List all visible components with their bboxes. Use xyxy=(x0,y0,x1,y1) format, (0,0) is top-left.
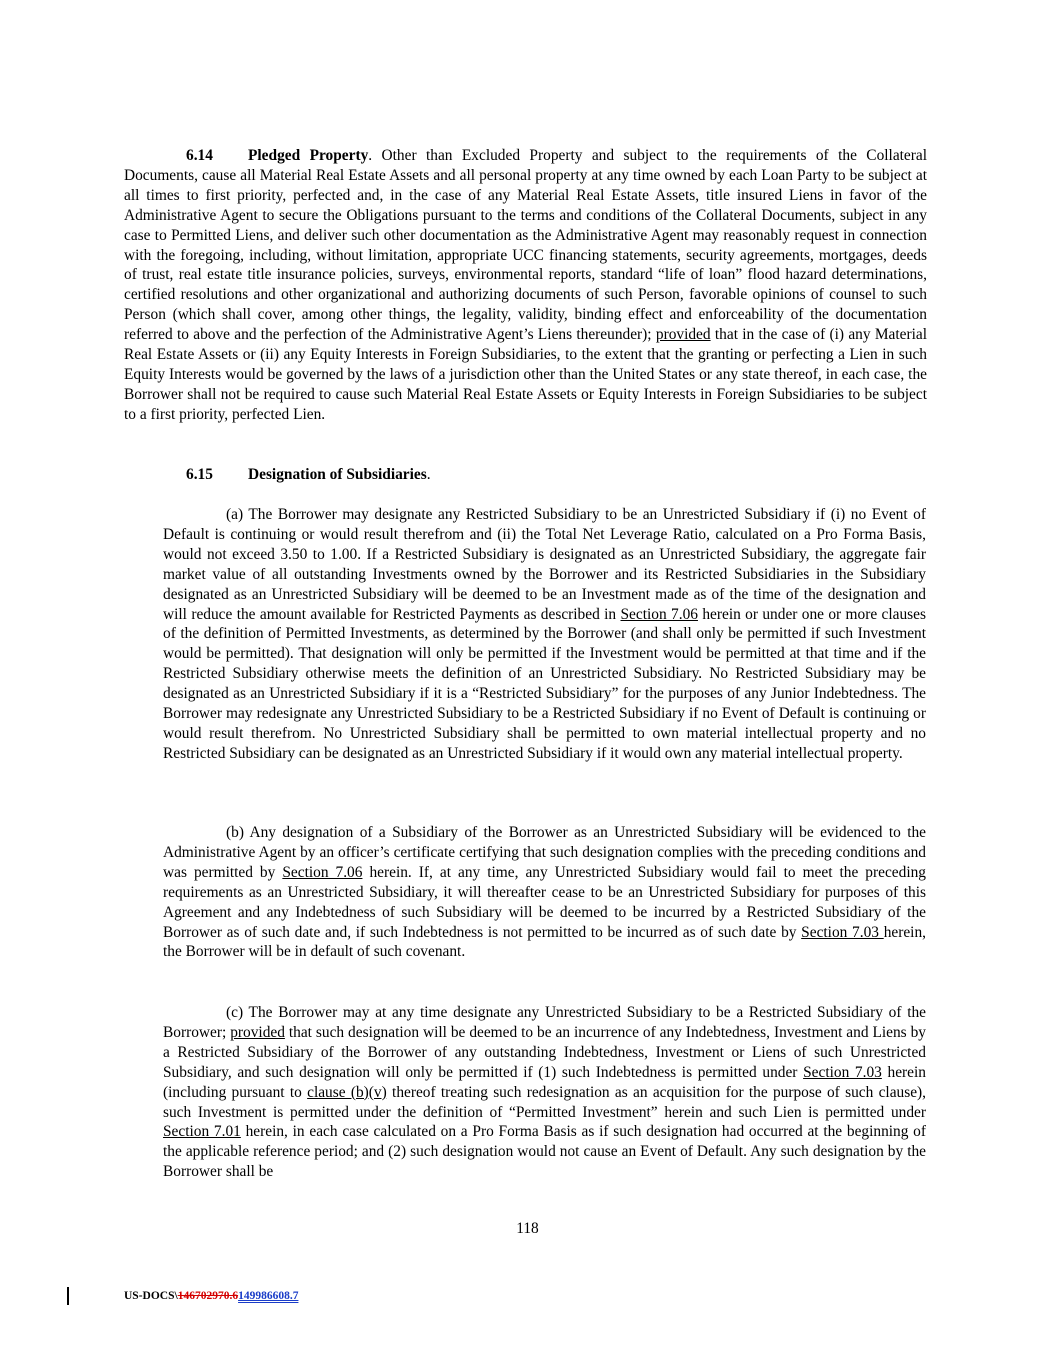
document-id-footer xyxy=(124,1289,298,1303)
body-text: (a) The Borrower may designate any Restricted Subsidiary to be an Unrestricted Subsidiary if (i) no Event of Default is continuing or would result therefrom and (ii) the Total Net Leverage Ratio, calculated on a Pro Forma Basis, would not exceed 3.50 to 1.00. If a Restricted Subsidiary is designated as an Unrestricted Subsidiary, the aggregate fair market value of all outstanding Investments owned by the Borrower and its Restricted Subsidiaries in the Subsidiary designated as an Unrestricted Subsidiary will be deemed to be an Investment made as of the time of the designation and will reduce the amount available for Restricted Payments as described in xyxy=(163,506,926,623)
section-6-14-paragraph xyxy=(124,146,927,425)
section-reference: Section 7.01 xyxy=(163,1123,241,1141)
body-text: herein, the Borrower will be in default of such covenant. xyxy=(163,923,926,961)
section-number: 6.15 xyxy=(186,466,213,483)
body-text: . Other than Excluded Property and subject to the requirements of the Collateral Documents, cause all Material Real Estate Assets and all personal property at any time owned by each Loan Party to be subject at all times to first priority, perfected and, in the case of any Material Real Estate Assets, title insured Liens in favor of the Administrative Agent to secure the Obligations pursuant to the terms and conditions of the Collateral Documents, subject in any case to Permitted Liens, and deliver such other documentation as the Administrative Agent may reasonably request in connection with the foregoing, including, without limitation, appropriate UCC financing statements, security agreements, mortgages, deeds of trust, real estate title insurance policies, surveys, environmental reports, standard “life of loan” flood hazard determinations, certified resolutions and other organizational and authorizing documents of such Person, favorable opinions of counsel to such Person (which shall cover, among other things, the legality, validity, binding effect and enforceability of the documentation referred to above and the perfection of the Administrative Agent’s Liens thereunder); xyxy=(124,147,927,344)
section-reference: Section 7.03 xyxy=(801,923,884,941)
section-title: Pledged Property xyxy=(248,147,369,164)
clause-reference: clause (b)(v) xyxy=(307,1083,387,1101)
change-bar xyxy=(67,1287,69,1305)
body-text: that in the case of (i) any Material Real Estate Assets or (ii) any Equity Interests in Foreign Subsidiaries, to the extent that the granting or perfecting a Lien in such Equity Interests would be governed by the laws of a jurisdiction other than the United States or any state thereof, in each case, the Borrower shall not be required to cause such Material Real Estate Assets or Equity Interests in Foreign Subsidiaries to be subject to a first priority, perfected Lien. xyxy=(124,326,927,423)
inserted-document-id: 149986608.7 xyxy=(238,1290,299,1302)
heading-period: . xyxy=(426,466,431,483)
body-text: that such designation will be deemed to be an incurrence of any Indebtedness, Investment and Liens by a Restricted Subsidiary of the Borrower of any outstanding Indebtedness, Investment or Liens of such Unrestricted Subsidiary, and such designation will only be permitted if (1) such Indebtedness is permitted under xyxy=(163,1023,926,1081)
section-reference: Section 7.03 xyxy=(803,1063,882,1081)
body-text: (c) The Borrower may at any time designate any Unrestricted Subsidiary to be a Restricted Subsidiary of the Borrower; xyxy=(163,1004,926,1041)
document-id-prefix: US-DOCS\ xyxy=(124,1290,178,1302)
page-number: 118 xyxy=(516,1220,539,1237)
clause-b-paragraph xyxy=(163,823,926,962)
underlined-term: provided xyxy=(655,326,711,344)
body-text: thereof treating such redesignation as an acquisition for the purpose of such clause), such Investment is permitted under the definition of “Permitted Investment” herein and such Lien is permitted under xyxy=(163,1083,927,1121)
underlined-term: provided xyxy=(230,1023,285,1041)
section-reference: Section 7.06 xyxy=(282,863,363,881)
section-reference: Section 7.06 xyxy=(620,605,698,623)
clause-a-paragraph xyxy=(163,505,926,764)
body-text: (b) Any designation of a Subsidiary of the Borrower as an Unrestricted Subsidiary will be evidenced to the Administrative Agent by an officer’s certificate certifying that such designation complies with the preceding conditions and was permitted by xyxy=(163,824,926,881)
body-text: herein. If, at any time, any Unrestricted Subsidiary would fail to meet the preceding requirements as an Unrestricted Subsidiary, it will thereafter cease to be an Unrestricted Subsidiary for purposes of this Agreement and any Indebtedness of such Subsidiary will be deemed to be incurred by a Restricted Subsidiary of the Borrower as of such date and, if such Indebtedness is not permitted to be incurred as of such date by xyxy=(163,863,926,941)
body-text: herein (including pursuant to xyxy=(163,1063,926,1101)
deleted-document-id: 146702970.6 xyxy=(177,1290,239,1302)
clause-c-paragraph xyxy=(163,1003,926,1182)
body-text: herein or under one or more clauses of the definition of Permitted Investments, as determined by the Borrower (and shall only be permitted if such Investment would be permitted). That designation will only be permitted if the Investment would be permitted at that time and if the Restricted Subsidiary otherwise meets the definition of an Unrestricted Subsidiary. No Restricted Subsidiary may be designated as an Unrestricted Subsidiary if it is a “Restricted Subsidiary” for the purposes of any Junior Indebtedness. The Borrower may redesignate any Unrestricted Subsidiary to be a Restricted Subsidiary if no Event of Default is continuing or would result therefrom. No Unrestricted Subsidiary shall be permitted to own material intellectual property and no Restricted Subsidiary can be designated as an Unrestricted Subsidiary if it would own any material intellectual property. xyxy=(163,605,926,762)
body-text: herein, in each case calculated on a Pro Forma Basis as if such designation had occurred at the beginning of the applicable reference period; and (2) such designation would not cause an Event of Default. Any such designation by the Borrower shall be xyxy=(163,1123,926,1181)
section-title: Designation of Subsidiaries xyxy=(248,466,427,483)
section-number: 6.14 xyxy=(186,147,213,164)
section-6-15-heading xyxy=(186,465,431,485)
